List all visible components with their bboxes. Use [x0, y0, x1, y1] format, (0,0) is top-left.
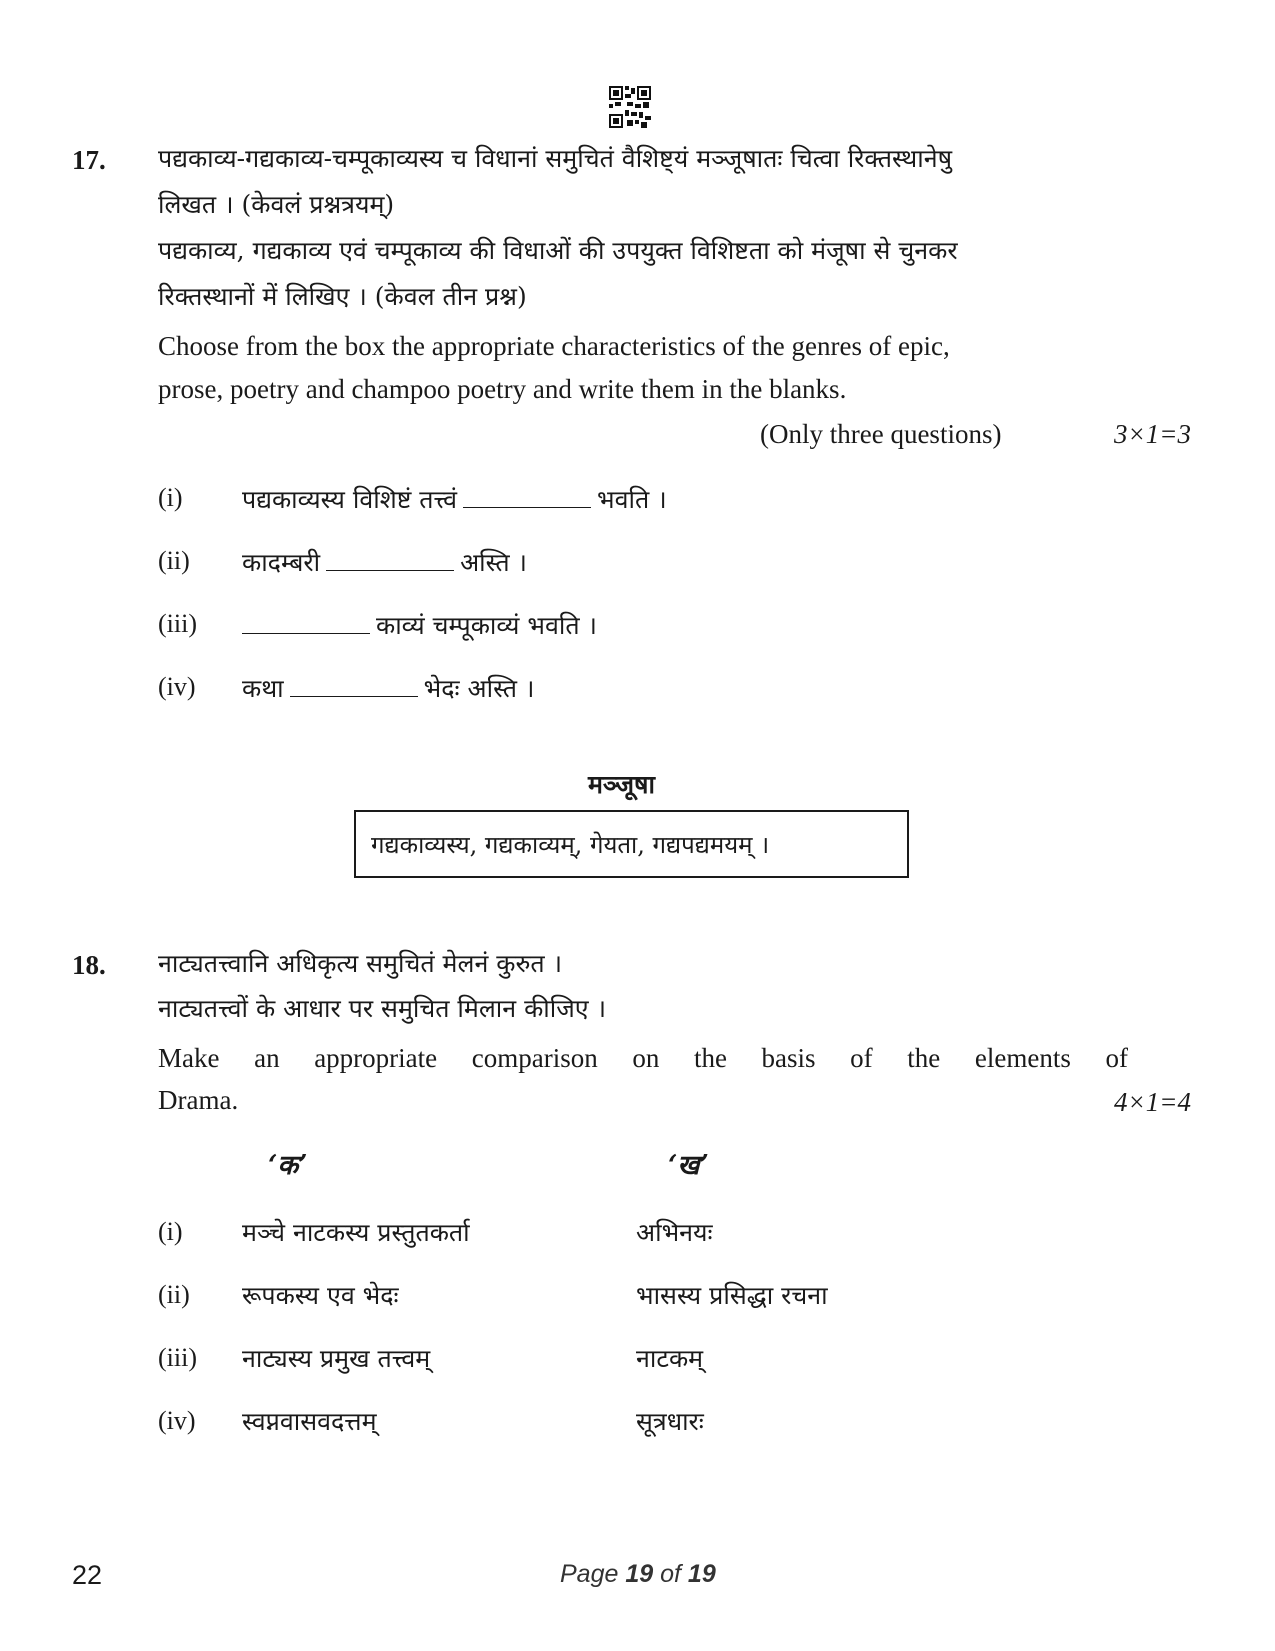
q17-item-1-after: भवति ।	[597, 485, 667, 514]
column-a-heading: ‘क’	[268, 1150, 308, 1181]
word: the	[693, 1043, 727, 1073]
word: the	[907, 1043, 941, 1073]
q17-item-2	[242, 545, 527, 579]
question-number-17: 17.	[72, 145, 106, 175]
q17-item-3-after: काव्यं चम्पूकाव्यं भवति ।	[376, 611, 598, 640]
q18-row-4-number: (iv)	[158, 1406, 196, 1435]
q17-item-2-number: (ii)	[158, 546, 190, 575]
page-footer	[560, 1560, 716, 1589]
q18-row-1-number: (i)	[158, 1217, 183, 1246]
word: of	[850, 1043, 873, 1073]
fill-blank	[463, 489, 591, 508]
word: an	[254, 1043, 280, 1073]
q18-row-1-col-b: अभिनयः	[636, 1218, 713, 1247]
q17-item-4	[242, 671, 534, 705]
q17-english-line1: Choose from the box the appropriate characteristics of the genres of epic,	[158, 331, 950, 361]
q18-row-2-col-a: रूपकस्य एव भेदः	[242, 1281, 399, 1310]
q18-english-line2: Drama.	[158, 1085, 239, 1115]
column-b-heading: ‘ख’	[668, 1150, 709, 1181]
page-label: Page	[560, 1560, 619, 1588]
word: of	[1105, 1043, 1128, 1073]
q17-sanskrit-line2: लिखत । (केवलं प्रश्नत्रयम्)	[158, 190, 395, 219]
q18-row-3-number: (iii)	[158, 1343, 197, 1372]
q18-english-line1	[158, 1045, 1128, 1072]
word: Make	[158, 1043, 220, 1073]
q18-row-3-col-b: नाटकम्	[636, 1344, 704, 1373]
q18-row-4-col-a: स्वप्नवासवदत्तम्	[242, 1407, 377, 1436]
word-box	[354, 810, 909, 878]
page-number: 22	[72, 1560, 103, 1590]
word-box-text: गद्यकाव्यस्य, गद्यकाव्यम्, गेयता, गद्यपद्यमयम् ।	[371, 830, 770, 859]
q17-item-3-number: (iii)	[158, 609, 197, 638]
word: elements	[974, 1043, 1071, 1073]
q18-sanskrit-line: नाट्यतत्त्वानि अधिकृत्य समुचितं मेलनं कुरुत ।	[158, 949, 563, 978]
q17-item-2-before: कादम्बरी	[242, 548, 321, 577]
current-page: 19	[625, 1560, 654, 1588]
total-pages: 19	[687, 1560, 716, 1588]
fill-blank	[242, 615, 370, 634]
q17-item-2-after: अस्ति ।	[460, 548, 528, 577]
q17-marks: 3×1=3	[1114, 419, 1191, 449]
page-of: of	[660, 1560, 681, 1588]
q18-row-3-col-a: नाट्यस्य प्रमुख तत्त्वम्	[242, 1344, 431, 1373]
q18-row-1-col-a: मञ्चे नाटकस्य प्रस्तुतकर्ता	[242, 1218, 470, 1247]
q17-only-three: (Only three questions)	[760, 419, 1002, 449]
q18-marks: 4×1=4	[1114, 1087, 1191, 1117]
q17-hindi-line2: रिक्तस्थानों में लिखिए । (केवल तीन प्रश्न)	[158, 282, 527, 311]
qr-code	[609, 86, 651, 128]
q17-item-1-before: पद्यकाव्यस्य विशिष्टं तत्त्वं	[242, 485, 458, 514]
q18-row-2-col-b: भासस्य प्रसिद्धा रचना	[636, 1281, 828, 1310]
word: appropriate	[314, 1043, 438, 1073]
q17-item-4-before: कथा	[242, 674, 284, 703]
q18-hindi-line: नाट्यतत्त्वों के आधार पर समुचित मिलान कीजिए ।	[158, 994, 607, 1023]
question-number-18: 18.	[72, 950, 106, 980]
fill-blank	[326, 552, 454, 571]
word: on	[632, 1043, 660, 1073]
q17-hindi-line1: पद्यकाव्य, गद्यकाव्य एवं चम्पूकाव्य की विधाओं की उपयुक्त विशिष्टता को मंजूषा से चुनकर	[158, 236, 958, 265]
q17-item-4-number: (iv)	[158, 672, 196, 701]
word: basis	[761, 1043, 816, 1073]
q18-row-4-col-b: सूत्रधारः	[636, 1407, 704, 1436]
q17-english-line2: prose, poetry and champoo poetry and write them in the blanks.	[158, 374, 847, 404]
q17-item-4-after: भेदः अस्ति ।	[423, 674, 535, 703]
q17-item-1	[242, 482, 667, 516]
box-title: मञ्जूषा	[588, 770, 655, 799]
q17-item-3	[242, 608, 597, 642]
fill-blank	[290, 678, 418, 697]
q17-item-1-number: (i)	[158, 483, 183, 512]
q17-sanskrit-line1: पद्यकाव्य-गद्यकाव्य-चम्पूकाव्यस्य च विधानां समुचितं वैशिष्ट्यं मञ्जूषातः चित्वा रिक्तस्थानेषु	[158, 144, 953, 173]
q18-row-2-number: (ii)	[158, 1280, 190, 1309]
word: comparison	[471, 1043, 598, 1073]
